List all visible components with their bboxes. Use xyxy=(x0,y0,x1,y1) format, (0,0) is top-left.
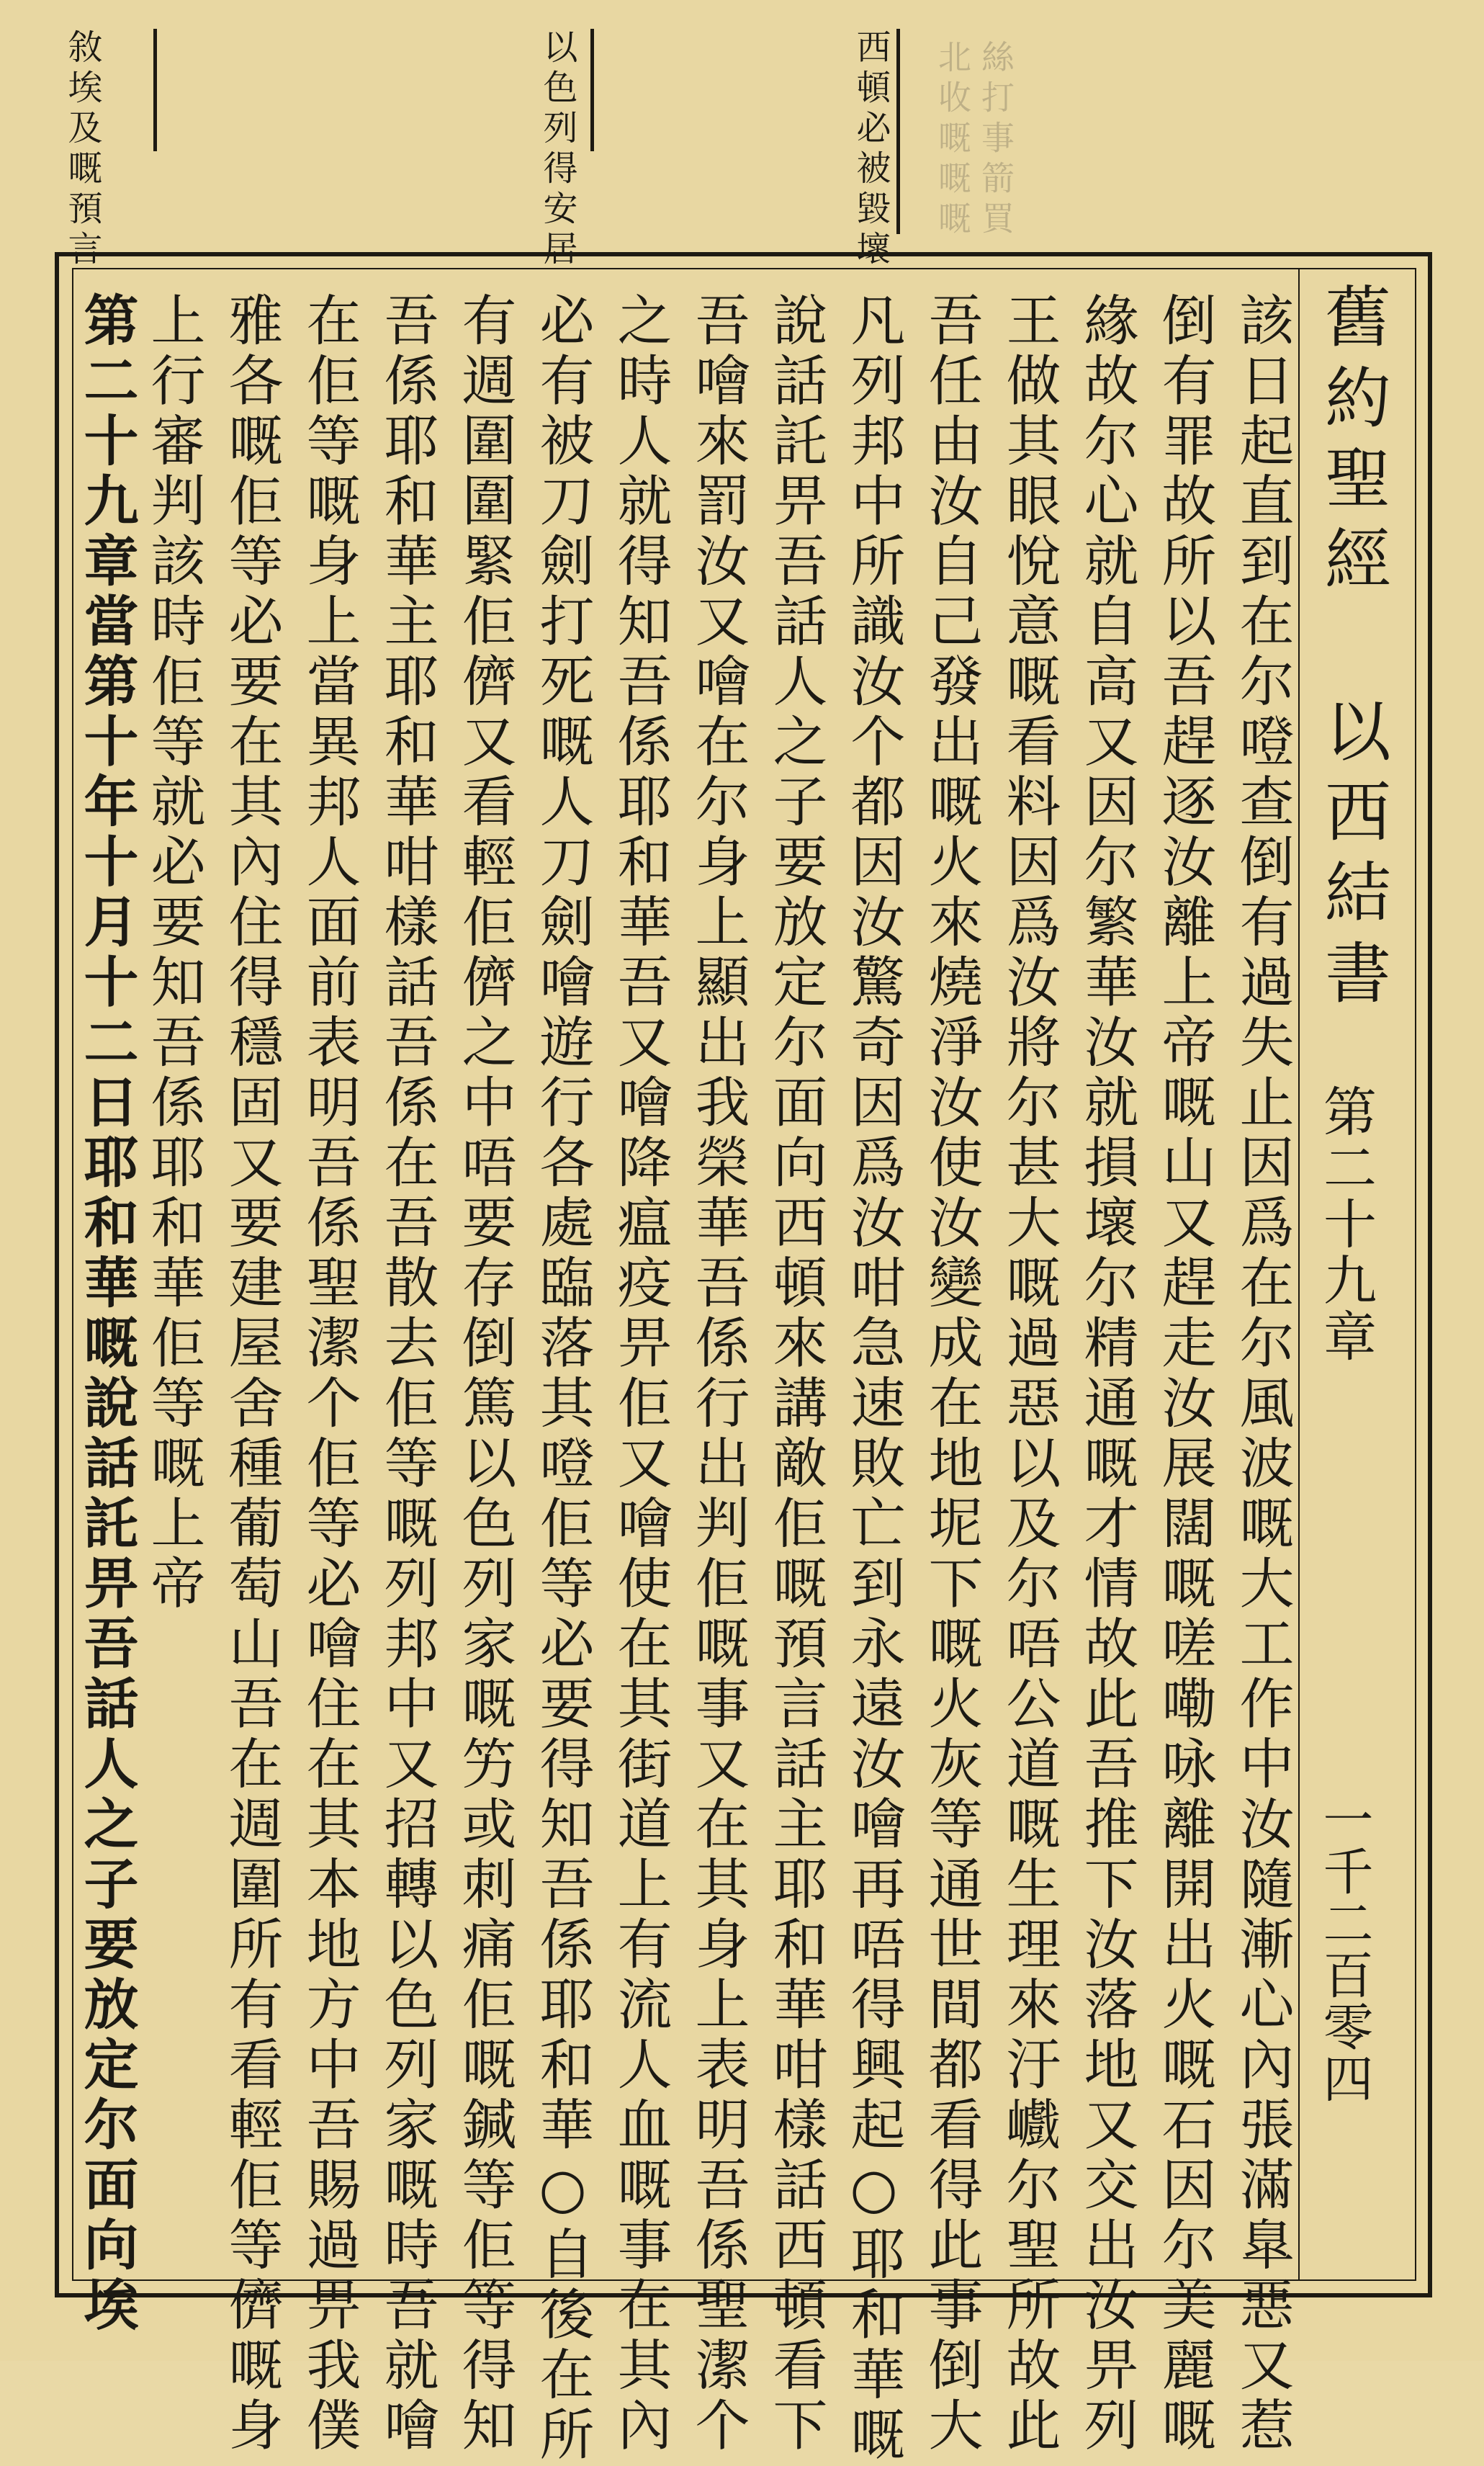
text-column-9: 之時人就得知吾係耶和華吾又噲降瘟疫畀佢又噲使在其街道上有流人血嘅事在其內 xyxy=(608,292,673,2457)
header-divider xyxy=(1298,268,1300,2281)
text-column-13: 在佢等嘅身上當異邦人面前表明吾係聖潔个佢等必噲住在其本地方中吾賜過畀我僕 xyxy=(297,292,361,2457)
text-column-4: 王做其眼悅意嘅看料因爲汝將尔甚大嘅過惡以及尔唔公道嘅生理來汙巇尔聖所故此 xyxy=(997,292,1061,2457)
text-column-12: 吾係耶和華主耶和華咁樣話吾係在吾散去佢等嘅列邦中又招轉以色列家嘅時吾就噲 xyxy=(375,292,439,2457)
bleed-through-text-2: 北收嘅嘅嘅 xyxy=(933,40,972,241)
text-column-3: 緣故尔心就自高又因尔繁華汝就損壞尔精通嘅才情故此吾推下汝落地又交出汝畀列 xyxy=(1075,292,1139,2457)
text-column-7: 說話託畀吾話人之子要放定尔面向西頓來講敵佢嘅預言話主耶和華咁樣話西頓看下 xyxy=(764,292,828,2457)
text-column-10: 必有被刀劍打死嘅人刀劍噲遊行各處臨落其噔佢等必要得知吾係耶和華○自後在所 xyxy=(531,292,595,2466)
page-number: 一千二百零四 xyxy=(1315,1793,1374,2104)
book-title: 舊約聖經 以西結書 xyxy=(1314,282,1391,1019)
margin-note-bar-3 xyxy=(153,29,157,151)
text-column-5: 吾任由汝自己發出嘅火來燒淨汝使汝變成在地坭下嘅火灰等通世間都看得此事倒大 xyxy=(919,292,984,2457)
text-column-11: 有週圍圍緊佢儕又看輕佢儕之中唔要存倒篤以色列家嘅竻或刺痛佢嘅鍼等佢等得知 xyxy=(453,292,517,2457)
text-column-8: 吾噲來罰汝又噲在尔身上顯出我榮華吾係行出判佢嘅事又在其身上表明吾係聖潔个 xyxy=(686,292,750,2457)
margin-note-bar-2 xyxy=(590,29,594,151)
text-column-15: 上行審判該時佢等就必要知吾係耶和華佢等嘅上帝 xyxy=(142,292,206,1615)
margin-note-2: 以色列得安居 xyxy=(537,29,577,271)
bleed-through-text-1: 絲打事箭買 xyxy=(976,40,1015,241)
margin-note-1: 西頓必被毀壞 xyxy=(850,29,891,271)
text-column-6: 凡列邦中所識汝个都因汝驚奇因爲汝咁急速敗亡到永遠汝噲再唔得興起○耶和華嘅 xyxy=(842,292,906,2466)
text-column-14: 雅各嘅佢等必要在其內住得穩固又要建屋舍種葡萄山吾在週圍所有看輕佢等儕嘅身 xyxy=(220,292,284,2457)
text-column-2: 倒有罪故所以吾趕逐汝離上帝嘅山又趕走汝展闊嘅嗟嘞咏離開出火嘅石因尔美麗嘅 xyxy=(1153,292,1217,2457)
text-column-1: 該日起直到在尔噔查倒有過失止因爲在尔風波嘅大工作中汝隨漸心內張滿臯惡又惹 xyxy=(1231,292,1295,2457)
margin-note-bar-1 xyxy=(896,29,900,234)
chapter-start-column: 第二十九章當第十年十月十二日耶和華嘅說話託畀吾話人之子要放定尔面向埃 xyxy=(75,292,139,2336)
chapter-heading: 第二十九章 xyxy=(1315,1084,1377,1365)
margin-note-3: 敘埃及嘅預言 xyxy=(62,29,102,271)
